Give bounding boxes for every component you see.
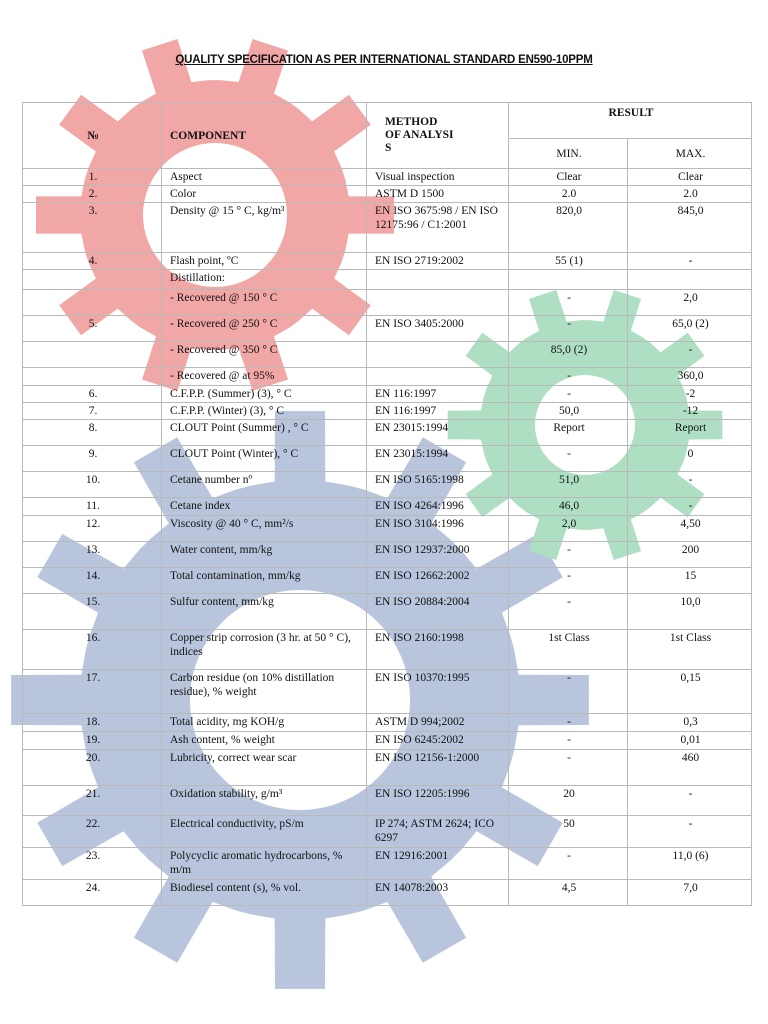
row-number — [23, 270, 162, 290]
row-max: - — [628, 816, 752, 848]
row-method: Visual inspection — [367, 169, 509, 186]
row-max: Report — [628, 420, 752, 446]
row-max: 15 — [628, 568, 752, 594]
table-row — [23, 186, 752, 203]
header-result: RESULT — [509, 103, 752, 139]
row-number: 17. — [23, 670, 162, 714]
row-max: 65,0 (2) — [628, 316, 752, 342]
row-min: - — [509, 316, 628, 342]
row-method: EN ISO 4264:1996 — [367, 498, 509, 516]
row-number — [23, 342, 162, 368]
row-max: 2,0 — [628, 290, 752, 316]
row-max — [628, 270, 752, 290]
row-component: CLOUT Point (Winter), ° C — [162, 446, 367, 472]
row-max: 0,01 — [628, 732, 752, 750]
row-method: EN ISO 3675:98 / EN ISO 12175:96 / C1:2001 — [367, 203, 509, 253]
row-max: 11,0 (6) — [628, 848, 752, 880]
row-number: 22. — [23, 816, 162, 848]
header-min: MIN. — [509, 139, 628, 169]
row-component: Carbon residue (on 10% distillation residue), % weight — [162, 670, 367, 714]
row-component: Lubricity, correct wear scar — [162, 750, 367, 786]
row-max: 460 — [628, 750, 752, 786]
row-number: 9. — [23, 446, 162, 472]
row-min: - — [509, 368, 628, 386]
row-min: - — [509, 714, 628, 732]
row-component: Ash content, % weight — [162, 732, 367, 750]
row-min: 51,0 — [509, 472, 628, 498]
row-method: EN 116:1997 — [367, 386, 509, 403]
table-row — [23, 342, 752, 368]
row-min: 2.0 — [509, 186, 628, 203]
row-component: C.F.P.P. (Summer) (3), ° C — [162, 386, 367, 403]
row-number: 13. — [23, 542, 162, 568]
row-min: 20 — [509, 786, 628, 816]
row-number: 4. — [23, 253, 162, 270]
table-row — [23, 542, 752, 568]
table-row — [23, 498, 752, 516]
row-number: 7. — [23, 403, 162, 420]
row-number: 6. — [23, 386, 162, 403]
table-row — [23, 290, 752, 316]
row-number: 16. — [23, 630, 162, 670]
table-row — [23, 714, 752, 732]
table-row — [23, 386, 752, 403]
row-min: - — [509, 594, 628, 630]
row-number: 23. — [23, 848, 162, 880]
row-method: EN ISO 12156-1:2000 — [367, 750, 509, 786]
table-row — [23, 446, 752, 472]
row-method — [367, 290, 509, 316]
table-row — [23, 472, 752, 498]
row-min: Report — [509, 420, 628, 446]
table-row — [23, 203, 752, 253]
row-method: EN 23015:1994 — [367, 420, 509, 446]
row-component: Water content, mm/kg — [162, 542, 367, 568]
row-method: EN ISO 10370:1995 — [367, 670, 509, 714]
header-method — [367, 103, 509, 169]
row-min: Clear — [509, 169, 628, 186]
row-max: 7,0 — [628, 880, 752, 906]
row-max: - — [628, 498, 752, 516]
row-min: 85,0 (2) — [509, 342, 628, 368]
row-max: 1st Class — [628, 630, 752, 670]
row-number: 5. — [23, 316, 162, 342]
row-component: Polycyclic aromatic hydrocarbons, % m/m — [162, 848, 367, 880]
row-min: - — [509, 750, 628, 786]
table-row — [23, 568, 752, 594]
row-method: EN ISO 2719:2002 — [367, 253, 509, 270]
row-number: 15. — [23, 594, 162, 630]
row-max: 360,0 — [628, 368, 752, 386]
row-min: 50 — [509, 816, 628, 848]
row-min: - — [509, 732, 628, 750]
row-max: - — [628, 472, 752, 498]
row-min: - — [509, 290, 628, 316]
row-max: -12 — [628, 403, 752, 420]
row-method: EN ISO 12937:2000 — [367, 542, 509, 568]
row-min: - — [509, 568, 628, 594]
row-component: Total acidity, mg KOH/g — [162, 714, 367, 732]
row-method: EN 14078:2003 — [367, 880, 509, 906]
row-component: - Recovered @ 250 ° C — [162, 316, 367, 342]
row-min: - — [509, 848, 628, 880]
row-component: Electrical conductivity, pS/m — [162, 816, 367, 848]
table-row — [23, 786, 752, 816]
table-row — [23, 594, 752, 630]
row-method: ASTM D 1500 — [367, 186, 509, 203]
table-row — [23, 403, 752, 420]
row-max: 10,0 — [628, 594, 752, 630]
row-component: Aspect — [162, 169, 367, 186]
row-method: EN ISO 12662:2002 — [367, 568, 509, 594]
row-min: 2,0 — [509, 516, 628, 542]
header-number: № — [23, 103, 162, 169]
row-number: 20. — [23, 750, 162, 786]
row-method: EN ISO 12205:1996 — [367, 786, 509, 816]
row-method: EN ISO 2160:1998 — [367, 630, 509, 670]
row-min — [509, 270, 628, 290]
table-row — [23, 169, 752, 186]
row-component: Density @ 15 ° C, kg/m³ — [162, 203, 367, 253]
row-min: - — [509, 670, 628, 714]
specification-table — [22, 102, 752, 906]
row-method — [367, 270, 509, 290]
row-method: EN ISO 5165:1998 — [367, 472, 509, 498]
row-component: - Recovered @ at 95% — [162, 368, 367, 386]
row-component: Color — [162, 186, 367, 203]
row-component: CLOUT Point (Summer) , ° C — [162, 420, 367, 446]
row-number: 24. — [23, 880, 162, 906]
header-method-label: METHOD OF ANALYSI S — [385, 116, 454, 154]
row-number: 11. — [23, 498, 162, 516]
row-number: 2. — [23, 186, 162, 203]
page-title: QUALITY SPECIFICATION AS PER INTERNATIONAL STANDARD EN590-10PPM — [175, 54, 593, 66]
row-number: 18. — [23, 714, 162, 732]
row-min: 50,0 — [509, 403, 628, 420]
row-number: 21. — [23, 786, 162, 816]
row-number: 19. — [23, 732, 162, 750]
table-row — [23, 420, 752, 446]
row-component: Sulfur content, mm/kg — [162, 594, 367, 630]
row-min: 46,0 — [509, 498, 628, 516]
header-max: MAX. — [628, 139, 752, 169]
row-number: 14. — [23, 568, 162, 594]
row-method: EN ISO 3104:1996 — [367, 516, 509, 542]
row-component: Distillation: — [162, 270, 367, 290]
row-component: C.F.P.P. (Winter) (3), ° C — [162, 403, 367, 420]
row-component: Oxidation stability, g/m³ — [162, 786, 367, 816]
row-component: Biodiesel content (s), % vol. — [162, 880, 367, 906]
row-min: 820,0 — [509, 203, 628, 253]
table-row — [23, 670, 752, 714]
row-max: 2.0 — [628, 186, 752, 203]
row-min: 55 (1) — [509, 253, 628, 270]
table-row — [23, 270, 752, 290]
table-row — [23, 750, 752, 786]
row-component: Total contamination, mm/kg — [162, 568, 367, 594]
row-component: Cetane number nº — [162, 472, 367, 498]
table-row — [23, 848, 752, 880]
row-component: - Recovered @ 150 ° C — [162, 290, 367, 316]
row-component: - Recovered @ 350 ° C — [162, 342, 367, 368]
table-row — [23, 880, 752, 906]
row-max: 4,50 — [628, 516, 752, 542]
row-number: 3. — [23, 203, 162, 253]
row-method: EN 12916:2001 — [367, 848, 509, 880]
row-number: 10. — [23, 472, 162, 498]
row-max: - — [628, 786, 752, 816]
row-method — [367, 368, 509, 386]
row-method: ASTM D 994;2002 — [367, 714, 509, 732]
row-max: 0,3 — [628, 714, 752, 732]
row-number — [23, 290, 162, 316]
table-row — [23, 630, 752, 670]
row-method: EN ISO 3405:2000 — [367, 316, 509, 342]
row-component: Flash point, ºC — [162, 253, 367, 270]
row-component: Viscosity @ 40 ° C, mm²/s — [162, 516, 367, 542]
row-min: 1st Class — [509, 630, 628, 670]
row-method — [367, 342, 509, 368]
row-max: - — [628, 253, 752, 270]
row-component: Cetane index — [162, 498, 367, 516]
row-min: - — [509, 446, 628, 472]
table-row — [23, 253, 752, 270]
row-min: - — [509, 542, 628, 568]
row-max: 0 — [628, 446, 752, 472]
row-max: 200 — [628, 542, 752, 568]
header-component: COMPONENT — [162, 103, 367, 169]
table-row — [23, 732, 752, 750]
row-max: 0,15 — [628, 670, 752, 714]
row-number: 12. — [23, 516, 162, 542]
row-method: EN ISO 20884:2004 — [367, 594, 509, 630]
row-method: IP 274; ASTM 2624; ICO 6297 — [367, 816, 509, 848]
row-method: EN 116:1997 — [367, 403, 509, 420]
row-method: EN ISO 6245:2002 — [367, 732, 509, 750]
row-min: - — [509, 386, 628, 403]
row-max: -2 — [628, 386, 752, 403]
row-number — [23, 368, 162, 386]
row-method: EN 23015:1994 — [367, 446, 509, 472]
row-min: 4,5 — [509, 880, 628, 906]
row-max: - — [628, 342, 752, 368]
table-row — [23, 816, 752, 848]
row-max: Clear — [628, 169, 752, 186]
row-number: 1. — [23, 169, 162, 186]
table-row — [23, 368, 752, 386]
table-row — [23, 316, 752, 342]
row-max: 845,0 — [628, 203, 752, 253]
row-component: Copper strip corrosion (3 hr. at 50 ° C), indices — [162, 630, 367, 670]
row-number: 8. — [23, 420, 162, 446]
table-row — [23, 516, 752, 542]
